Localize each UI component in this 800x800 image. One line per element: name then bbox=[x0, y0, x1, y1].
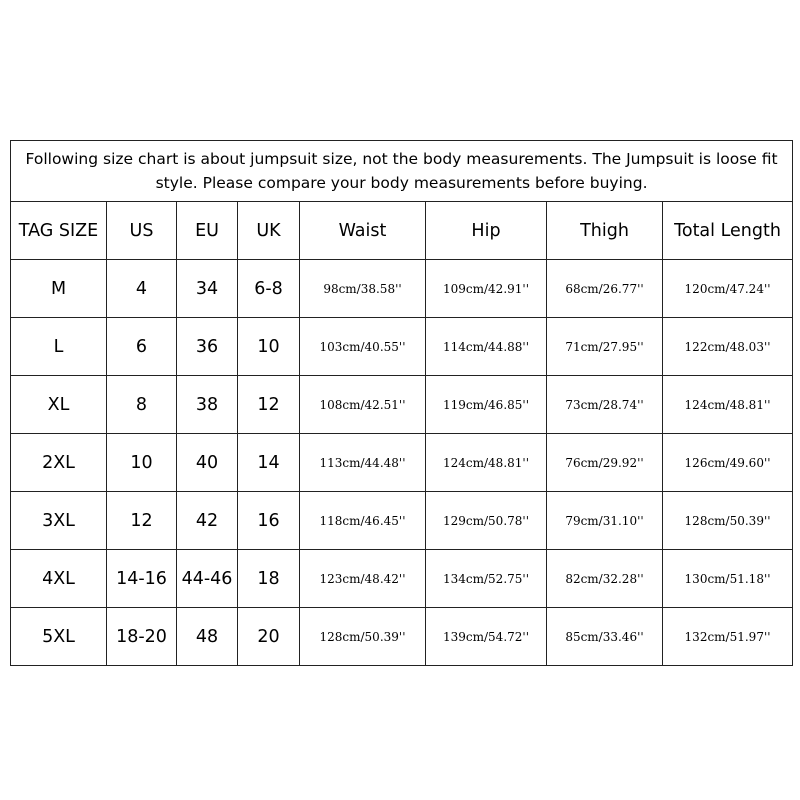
cell-hip: 114cm/44.88'' bbox=[426, 318, 547, 376]
header-uk: UK bbox=[238, 202, 300, 260]
size-chart bbox=[10, 140, 792, 666]
table-row bbox=[11, 492, 793, 550]
cell-total-length: 120cm/47.24'' bbox=[663, 260, 793, 318]
cell-uk: 20 bbox=[238, 608, 300, 666]
cell-hip: 109cm/42.91'' bbox=[426, 260, 547, 318]
cell-eu: 40 bbox=[177, 434, 238, 492]
cell-waist: 103cm/40.55'' bbox=[300, 318, 426, 376]
cell-waist: 98cm/38.58'' bbox=[300, 260, 426, 318]
cell-thigh: 82cm/32.28'' bbox=[547, 550, 663, 608]
header-row bbox=[11, 202, 793, 260]
header-tag-size: TAG SIZE bbox=[11, 202, 107, 260]
table-row bbox=[11, 434, 793, 492]
note-row bbox=[11, 141, 793, 202]
cell-uk: 12 bbox=[238, 376, 300, 434]
cell-uk: 14 bbox=[238, 434, 300, 492]
cell-eu: 42 bbox=[177, 492, 238, 550]
cell-waist: 113cm/44.48'' bbox=[300, 434, 426, 492]
cell-thigh: 79cm/31.10'' bbox=[547, 492, 663, 550]
cell-us: 12 bbox=[107, 492, 177, 550]
cell-uk: 6-8 bbox=[238, 260, 300, 318]
cell-tag-size: XL bbox=[11, 376, 107, 434]
cell-tag-size: 3XL bbox=[11, 492, 107, 550]
cell-hip: 124cm/48.81'' bbox=[426, 434, 547, 492]
cell-eu: 38 bbox=[177, 376, 238, 434]
cell-total-length: 132cm/51.97'' bbox=[663, 608, 793, 666]
cell-waist: 118cm/46.45'' bbox=[300, 492, 426, 550]
cell-us: 10 bbox=[107, 434, 177, 492]
cell-tag-size: 4XL bbox=[11, 550, 107, 608]
header-eu: EU bbox=[177, 202, 238, 260]
header-thigh: Thigh bbox=[547, 202, 663, 260]
table-row bbox=[11, 550, 793, 608]
header-hip: Hip bbox=[426, 202, 547, 260]
cell-thigh: 85cm/33.46'' bbox=[547, 608, 663, 666]
cell-uk: 16 bbox=[238, 492, 300, 550]
cell-thigh: 76cm/29.92'' bbox=[547, 434, 663, 492]
cell-waist: 123cm/48.42'' bbox=[300, 550, 426, 608]
cell-total-length: 126cm/49.60'' bbox=[663, 434, 793, 492]
cell-uk: 18 bbox=[238, 550, 300, 608]
size-table bbox=[10, 140, 793, 666]
cell-hip: 139cm/54.72'' bbox=[426, 608, 547, 666]
cell-hip: 134cm/52.75'' bbox=[426, 550, 547, 608]
cell-us: 8 bbox=[107, 376, 177, 434]
cell-eu: 34 bbox=[177, 260, 238, 318]
cell-tag-size: 5XL bbox=[11, 608, 107, 666]
size-chart-note: Following size chart is about jumpsuit size, not the body measurements. The Jumpsuit is loose fit style. Please compare your body measurements before buying. bbox=[11, 141, 793, 202]
cell-waist: 108cm/42.51'' bbox=[300, 376, 426, 434]
table-row bbox=[11, 608, 793, 666]
cell-eu: 44-46 bbox=[177, 550, 238, 608]
cell-us: 18-20 bbox=[107, 608, 177, 666]
cell-uk: 10 bbox=[238, 318, 300, 376]
header-total-length: Total Length bbox=[663, 202, 793, 260]
cell-hip: 129cm/50.78'' bbox=[426, 492, 547, 550]
cell-eu: 36 bbox=[177, 318, 238, 376]
table-row bbox=[11, 260, 793, 318]
cell-thigh: 73cm/28.74'' bbox=[547, 376, 663, 434]
cell-hip: 119cm/46.85'' bbox=[426, 376, 547, 434]
cell-waist: 128cm/50.39'' bbox=[300, 608, 426, 666]
cell-total-length: 124cm/48.81'' bbox=[663, 376, 793, 434]
cell-thigh: 71cm/27.95'' bbox=[547, 318, 663, 376]
cell-tag-size: M bbox=[11, 260, 107, 318]
cell-total-length: 122cm/48.03'' bbox=[663, 318, 793, 376]
header-us: US bbox=[107, 202, 177, 260]
cell-us: 4 bbox=[107, 260, 177, 318]
table-row bbox=[11, 376, 793, 434]
cell-us: 6 bbox=[107, 318, 177, 376]
cell-tag-size: 2XL bbox=[11, 434, 107, 492]
cell-us: 14-16 bbox=[107, 550, 177, 608]
cell-total-length: 128cm/50.39'' bbox=[663, 492, 793, 550]
cell-tag-size: L bbox=[11, 318, 107, 376]
cell-eu: 48 bbox=[177, 608, 238, 666]
header-waist: Waist bbox=[300, 202, 426, 260]
cell-thigh: 68cm/26.77'' bbox=[547, 260, 663, 318]
cell-total-length: 130cm/51.18'' bbox=[663, 550, 793, 608]
table-row bbox=[11, 318, 793, 376]
